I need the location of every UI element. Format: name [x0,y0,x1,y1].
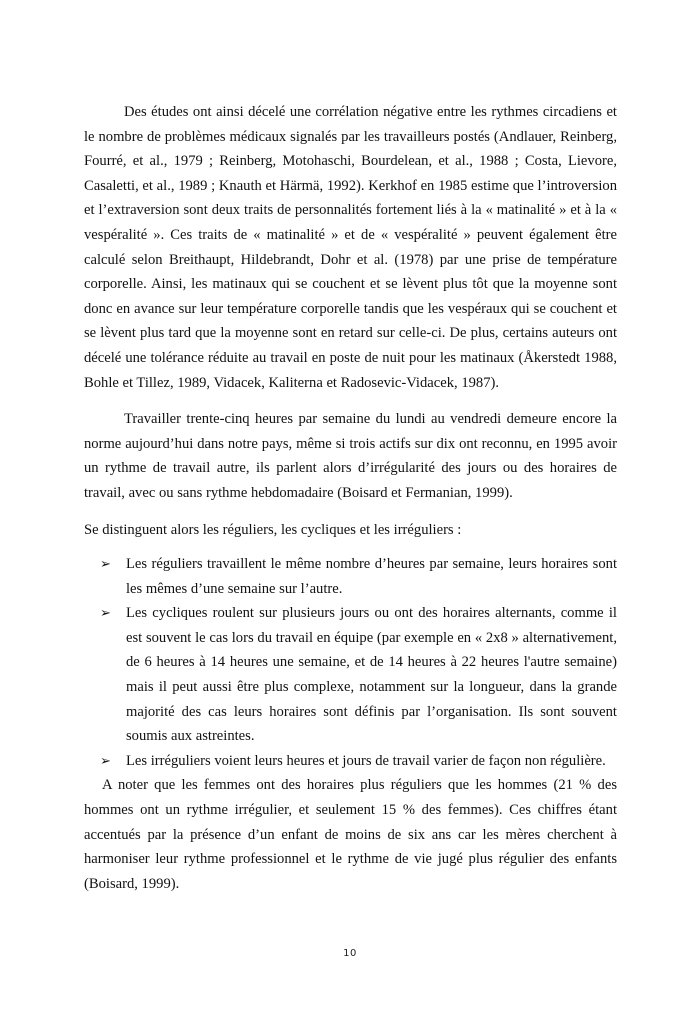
list-item-cycliques [88,601,617,749]
page-number: 10 [343,948,357,959]
paragraph-circadian-rhythms: Des études ont ainsi décelé une corrélation négative entre les rythmes circadiens et le nombre de problèmes médicaux signalés par les travailleurs postés (Andlauer, Reinberg, Fourré, et al., 1979 ; Reinberg, Motohaschi, Bourdelean, et al., 1988 ; Costa, Lievore, Casaletti, et al., 1989 ; Knauth et Härmä, 1992). Kerkhof en 1985 estime que l’introversion et l’extraversion sont deux traits de personnalités fortement liés à la « matinalité » et à la « vespéralité ». Ces traits de « matinalité » et de « vespéralité » peuvent également être calculé selon Breithaupt, Hildebrandt, Dohr et al. (1978) par une prise de température corporelle. Ainsi, les matinaux qui se couchent et se lèvent plus tôt que la moyenne sont donc en avance sur leur température corporelle tandis que les vespéraux qui se couchent et se lèvent plus tard que la moyenne sont en retard sur celle-ci. De plus, certains auteurs ont décelé une tolérance réduite au travail en poste de nuit pour les matinaux (Åkerstedt 1988, Bohle et Tillez, 1989, Vidacek, Kaliterna et Radosevic-Vidacek, 1987). [84,104,617,391]
list-item-text: Les cycliques roulent sur plusieurs jours ou ont des horaires alternants, comme il est souvent le cas lors du travail en équipe (par exemple en « 2x8 » alternativement, de 6 heures à 14 heures une semaine, et de 14 heures à 22 heures l'autre semaine) mais il peut aussi être plus complexe, notamment sur la longueur, dans la grande majorité des cas leurs horaires sont définis par l’organisation. Ils sont souvent soumis aux astreintes. [126,605,617,745]
list-item-text: Les irréguliers voient leurs heures et jours de travail varier de façon non régulière. [126,752,606,769]
work-rhythm-list [84,552,617,773]
arrowhead-bullet-icon: ➢ [100,752,111,768]
list-item-reguliers [88,552,617,601]
paragraph-women-schedules: A noter que les femmes ont des horaires plus réguliers que les hommes (21 % des hommes ont un rythme irrégulier, et seulement 15 % des femmes). Ces chiffres étant accentués par la présence d’un enfant de moins de six ans car les mères cherchent à harmoniser leur rythme professionnel et le rythme de vie jugé plus régulier des enfants (Boisard, 1999). [84,777,617,892]
arrowhead-bullet-icon: ➢ [100,605,111,621]
document-body [84,100,617,896]
paragraph-categories-intro: Se distinguent alors les réguliers, les cycliques et les irréguliers : [84,521,462,538]
paragraph-work-week-norm: Travailler trente-cinq heures par semaine du lundi au vendredi demeure encore la norme aujourd’hui dans notre pays, même si trois actifs sur dix ont reconnu, en 1995 avoir un rythme de travail autre, ils parlent alors d’irrégularité des jours ou des horaires de travail, avec ou sans rythme hebdomadaire (Boisard et Fermanian, 1999). [84,411,617,501]
list-item-text: Les réguliers travaillent le même nombre d’heures par semaine, leurs horaires sont les mêmes d’une semaine sur l’autre. [126,556,617,597]
list-item-irreguliers [88,749,617,774]
arrowhead-bullet-icon: ➢ [100,556,111,572]
